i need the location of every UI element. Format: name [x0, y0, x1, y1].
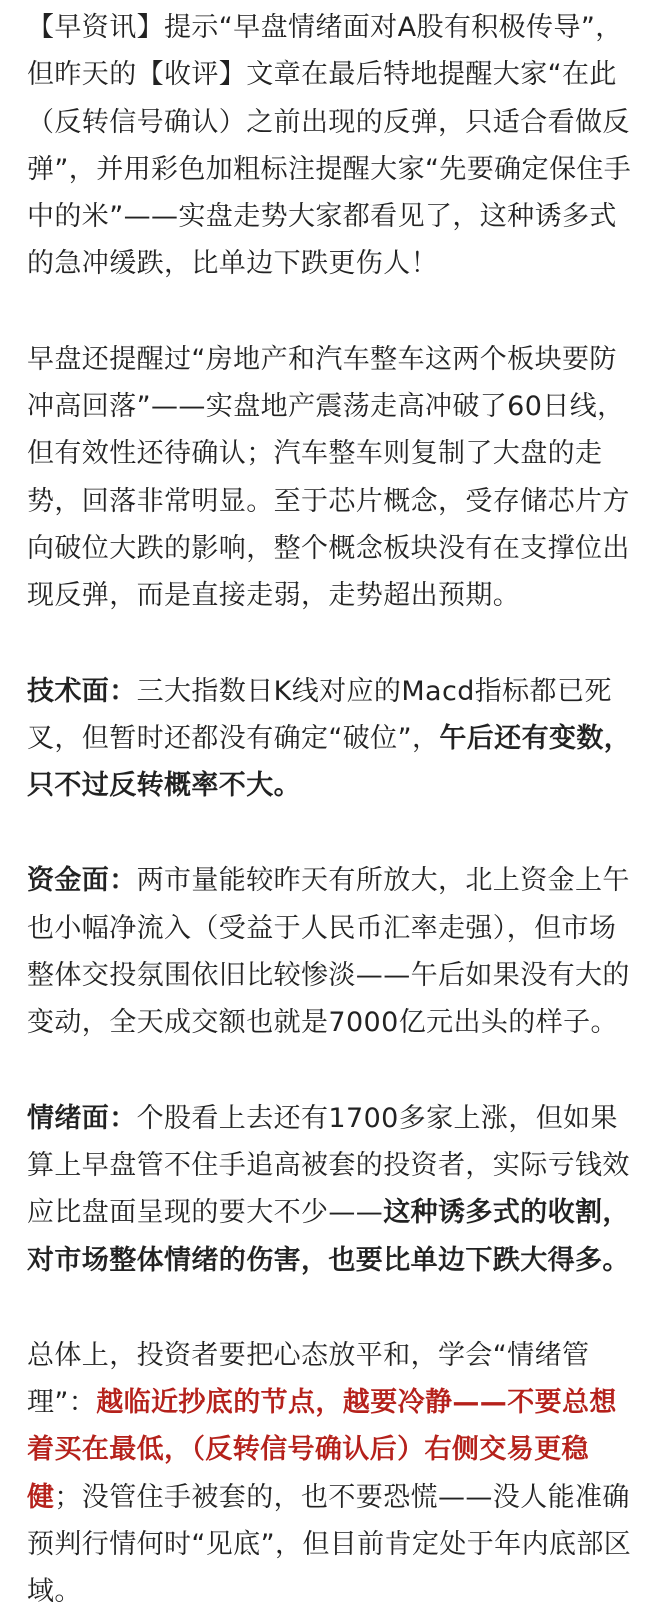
paragraph-sector-review	[27, 336, 633, 620]
red-bold-highlight: 越临近抄底的节点，越要冷静——不要总想着买在最低，（反转信号确认后）右侧交易更稳健	[27, 1387, 617, 1513]
paragraph-text: 两市量能较昨天有所放大，北上资金上午也小幅净流入（受益于人民币汇率走强），但市场整体交投氛围依旧比较惨淡——午后如果没有大的变动，全天成交额也就是7000亿元出头的样子。	[27, 865, 630, 1039]
paragraph-text: 【早资讯】提示“早盘情绪面对A股有积极传导”，但昨天的【收评】文章在最后特地提醒大家“在此（反转信号确认）之前出现的反弹，只适合看做反弹”，并用彩色加粗标注提醒大家“先要确定保住手中的米”——实盘走势大家都看见了，这种诱多式的急冲缓跌，比单边下跌更伤人！	[27, 12, 632, 280]
section-label-sentiment: 情绪面：	[27, 1102, 137, 1134]
paragraph-text: 早盘还提醒过“房地产和汽车整车这两个板块要防冲高回落”——实盘地产震荡走高冲破了60日线，但有效性还待确认；汽车整车则复制了大盘的走势，回落非常明显。至于芯片概念，受存储芯片方向破位大跌的影响，整个概念板块没有在支撑位出现反弹，而是直接走弱，走势超出预期。	[27, 343, 630, 612]
bold-highlight: 午后还有变数，只不过反转概率不大。	[27, 722, 632, 802]
paragraph-morning-news	[27, 4, 633, 288]
paragraph-text: 个股看上去还有1700多家上涨，但如果算上早盘管不住手追高被套的投资者，实际亏钱效应比盘面呈现的要大不少——	[27, 1102, 630, 1229]
section-label-capital: 资金面：	[27, 865, 137, 897]
paragraph-capital	[27, 857, 633, 1046]
section-label-technical: 技术面：	[27, 675, 137, 707]
bold-highlight: 这种诱多式的收割，对市场整体情绪的伤害，也要比单边下跌大得多。	[27, 1197, 630, 1276]
paragraph-technical	[27, 668, 633, 810]
paragraph-text: 三大指数日K线对应的Macd指标都已死叉，但暂时还都没有确定“破位”，	[27, 675, 612, 754]
paragraph-sentiment	[27, 1095, 633, 1284]
paragraph-text: ；没管住手被套的，也不要恐慌——没人能准确预判行情何时“见底”，但目前肯定处于年内底部区域。	[27, 1481, 632, 1608]
paragraph-text: 总体上，投资者要把心态放平和，学会“情绪管理”：	[27, 1339, 590, 1419]
paragraph-summary	[27, 1332, 633, 1616]
